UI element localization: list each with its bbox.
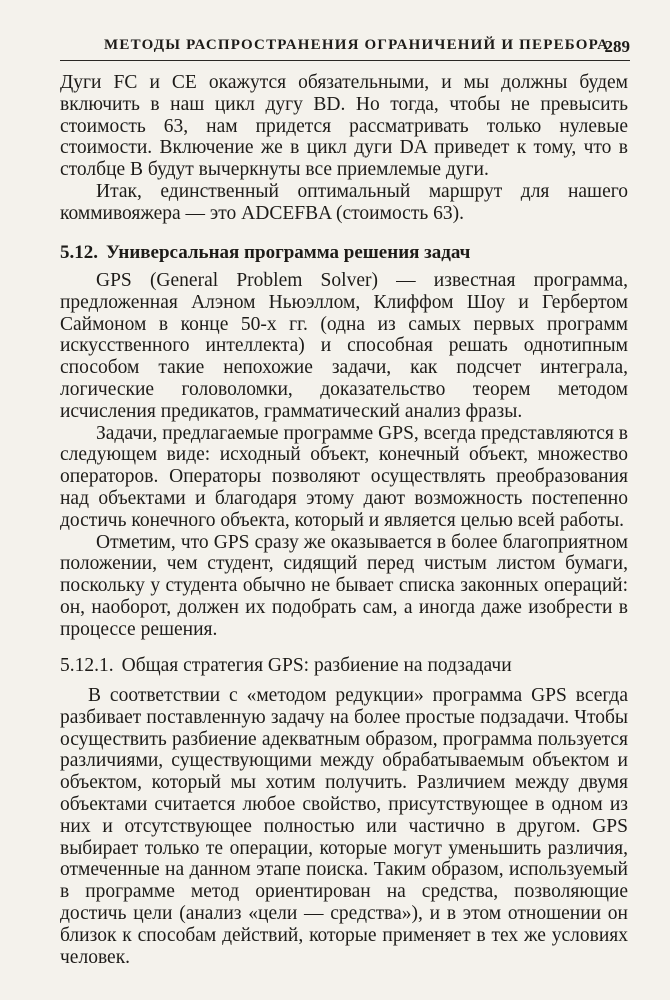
section-paragraph-3: Отметим, что GPS сразу же оказывается в более благоприятном положении, чем студент, сидящий перед чистым листом бумаги, поскольку у студента обычно не бывает списка законных операций: он, наоборот, должен их подобрать сам, а иногда даже изобрести в процессе решения. xyxy=(60,531,628,640)
subsection-title: Общая стратегия GPS: разбиение на подзадачи xyxy=(121,655,512,676)
running-head-title: МЕТОДЫ РАСПРОСТРАНЕНИЯ ОГРАНИЧЕНИЙ И ПЕРЕБОРА xyxy=(104,37,610,53)
subsection-number: 5.12.1. xyxy=(60,655,114,676)
intro-paragraph-2: Итак, единственный оптимальный маршрут для нашего коммивояжера — это ADCEFBA (стоимость 63). xyxy=(60,180,628,224)
section-heading xyxy=(60,242,630,264)
section-number: 5.12. xyxy=(60,242,98,263)
section-paragraph-2: Задачи, предлагаемые программе GPS, всегда представляются в следующем виде: исходный объект, конечный объект, множество операторов. Операторы позволяют осуществлять преобразования над объектами и благодаря этому дают возможность постепенно достичь конечного объекта, который и является целью всей работы. xyxy=(60,422,628,531)
section-paragraph-1: GPS (General Problem Solver) — известная программа, предложенная Алэном Ньюэллом, Клиффом Шоу и Гербертом Саймоном в конце 50-х гг. (одна из самых первых программ искусственного интеллекта) и способная решать однотипным способом такие непохожие задачи, как подсчет интеграла, логические головоломки, доказательство теорем методом исчисления предикатов, грамматический анализ фразы. xyxy=(60,270,628,422)
subsection-paragraph: В соответствии с «методом редукции» программа GPS всегда разбивает поставленную задачу на более простые подзадачи. Чтобы осуществить разбиение адекватным образом, программа пользуется различиями, существующими между обрабатываемым объектом и объектом, который мы хотим получить. Различием между двумя объектами считается любое свойство, присутствующее в одном из них и отсутствующее полностью или частично в другом. GPS выбирает только те операции, которые могут уменьшить различия, отмеченные на данном этапе поиска. Таким образом, используемый в программе метод ориентирован на средства, позволяющие достичь цели (анализ «цели — средства»), и в этом отношении он близок к способам действий, которые применяет в тех же условиях человек. xyxy=(60,685,628,968)
subsection-heading xyxy=(60,655,630,677)
running-head xyxy=(60,36,630,61)
intro-paragraph-1: Дуги FC и CE окажутся обязательными, и мы должны будем включить в наш цикл дугу BD. Но тогда, чтобы не превысить стоимость 63, нам придется рассматривать только нулевые стоимости. Включение же в цикл дуги DA приведет к тому, что в столбце B будут вычеркнуты все приемлемые дуги. xyxy=(60,72,628,181)
section-title: Универсальная программа решения задач xyxy=(106,242,471,263)
section-text xyxy=(60,270,628,641)
page-number: 289 xyxy=(604,37,630,56)
intro-text xyxy=(60,72,628,225)
subsection-text xyxy=(60,685,628,968)
